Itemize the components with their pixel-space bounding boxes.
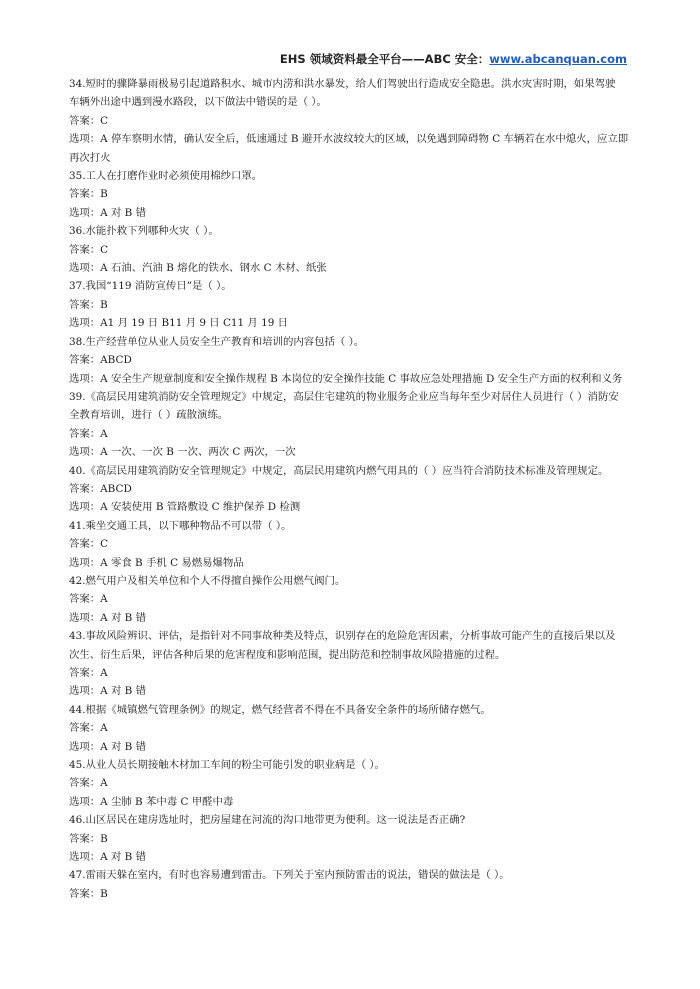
text-line: 答案：ABCD	[69, 354, 132, 367]
text-line: 选项：A 对 B 错	[69, 611, 147, 624]
text-line: 答案：C	[69, 538, 109, 551]
text-line: 选项：A 零食 B 手机 C 易燃易爆物品	[69, 556, 244, 569]
text-line: 再次打火	[69, 151, 111, 164]
text-line: 答案：C	[69, 243, 109, 256]
text-line: 答案：C	[69, 114, 109, 127]
text-line: 选项：A1 月 19 日 B11 月 9 日 C11 月 19 日	[69, 317, 289, 330]
text-line: 40.《高层民用建筑消防安全管理规定》中规定，高层民用建筑内燃气用具的（ ）应当符合消防技术标准及管理规定。	[69, 464, 609, 477]
text-line: 选项：A 对 B 错	[69, 851, 147, 864]
text-line: 选项：A 对 B 错	[69, 740, 147, 753]
text-line: 42.燃气用户及相关单位和个人不得擅自操作公用燃气阀门。	[69, 574, 346, 587]
text-line: 答案：B	[69, 832, 108, 845]
text-line: 41.乘坐交通工具，以下哪种物品不可以带（ ）。	[69, 519, 292, 532]
text-line: 答案：A	[69, 722, 108, 735]
text-line: 车辆外出途中遇到漫水路段，以下做法中错误的是（ ）。	[69, 96, 327, 109]
text-line: 选项：A 石油、汽油 B 熔化的铁水、钢水 C 木材、纸张	[69, 262, 327, 275]
text-line: 答案：B	[69, 887, 108, 900]
text-line: 答案：B	[69, 298, 108, 311]
text-line: 44.根据《城镇燃气管理条例》的规定，燃气经营者不得在不具备安全条件的场所储存燃气。	[69, 703, 491, 716]
text-line: 选项：A 安全生产规章制度和安全操作规程 B 本岗位的安全操作技能 C 事故应急处理措施 D 安全生产方面的权利和义务	[69, 372, 623, 385]
text-line: 45.从业人员长期接触木材加工车间的粉尘可能引发的职业病是（ ）。	[69, 759, 385, 772]
header-link[interactable]: www.abcanquan.com	[489, 52, 627, 66]
text-line: 46.山区居民在建房选址时，把房屋建在河流的沟口地带更为便利。这一说法是否正确?	[69, 814, 466, 827]
text-line: 答案：A	[69, 777, 108, 790]
text-line: 答案：ABCD	[69, 482, 132, 495]
text-line: 答案：B	[69, 188, 108, 201]
text-line: 答案：A	[69, 427, 108, 440]
text-line: 选项：A 安装使用 B 管路敷设 C 维护保养 D 检测	[69, 501, 301, 514]
document-body	[69, 75, 631, 903]
text-line: 选项：A 停车察明水情，确认安全后，低速通过 B 避开水波纹较大的区域，以免遇到障碍物 C 车辆若在水中熄火，应立即	[69, 133, 629, 146]
text-line: 39.《高层民用建筑消防安全管理规定》中规定，高层住宅建筑的物业服务企业应当每年至少对居住人员进行（ ）消防安	[69, 390, 619, 403]
text-line: 34.短时的骤降暴雨极易引起道路积水、城市内涝和洪水暴发，给人们驾驶出行造成安全隐患。洪水灾害时期，如果驾驶	[69, 78, 616, 90]
text-line: 全教育培训，进行（ ）疏散演练。	[69, 409, 229, 422]
text-line: 37.我国“119 消防宣传日”是（ ）。	[69, 280, 232, 293]
text-line: 36.水能扑救下列哪种火灾（ ）。	[69, 225, 219, 238]
text-line: 43.事故风险辨识、评估，是指针对不同事故种类及特点，识别存在的危险危害因素，分析事故可能产生的直接后果以及	[69, 630, 616, 643]
text-line: 选项：A 尘肺 B 苯中毒 C 甲醛中毒	[69, 795, 234, 808]
header-title: EHS 领域资料最全平台——ABC 安全：	[279, 52, 490, 66]
text-line: 选项：A 一次、一次 B 一次、两次 C 两次，一次	[69, 446, 296, 459]
text-line: 次生、衍生后果，评估各种后果的危害程度和影响范围，提出防范和控制事故风险措施的过程。	[69, 648, 506, 661]
page-header	[280, 51, 627, 67]
text-line: 选项：A 对 B 错	[69, 206, 147, 219]
text-line: 选项：A 对 B 错	[69, 685, 147, 698]
text-line: 47.雷雨天躲在室内，有时也容易遭到雷击。下列关于室内预防雷击的说法，错误的做法是（ ）。	[69, 869, 510, 882]
text-line: 35.工人在打磨作业时必须使用棉纱口罩。	[69, 170, 263, 183]
text-line: 答案：A	[69, 667, 108, 679]
text-line: 38.生产经营单位从业人员安全生产教育和培训的内容包括（ ）。	[69, 335, 365, 348]
text-line: 答案：A	[69, 593, 108, 606]
